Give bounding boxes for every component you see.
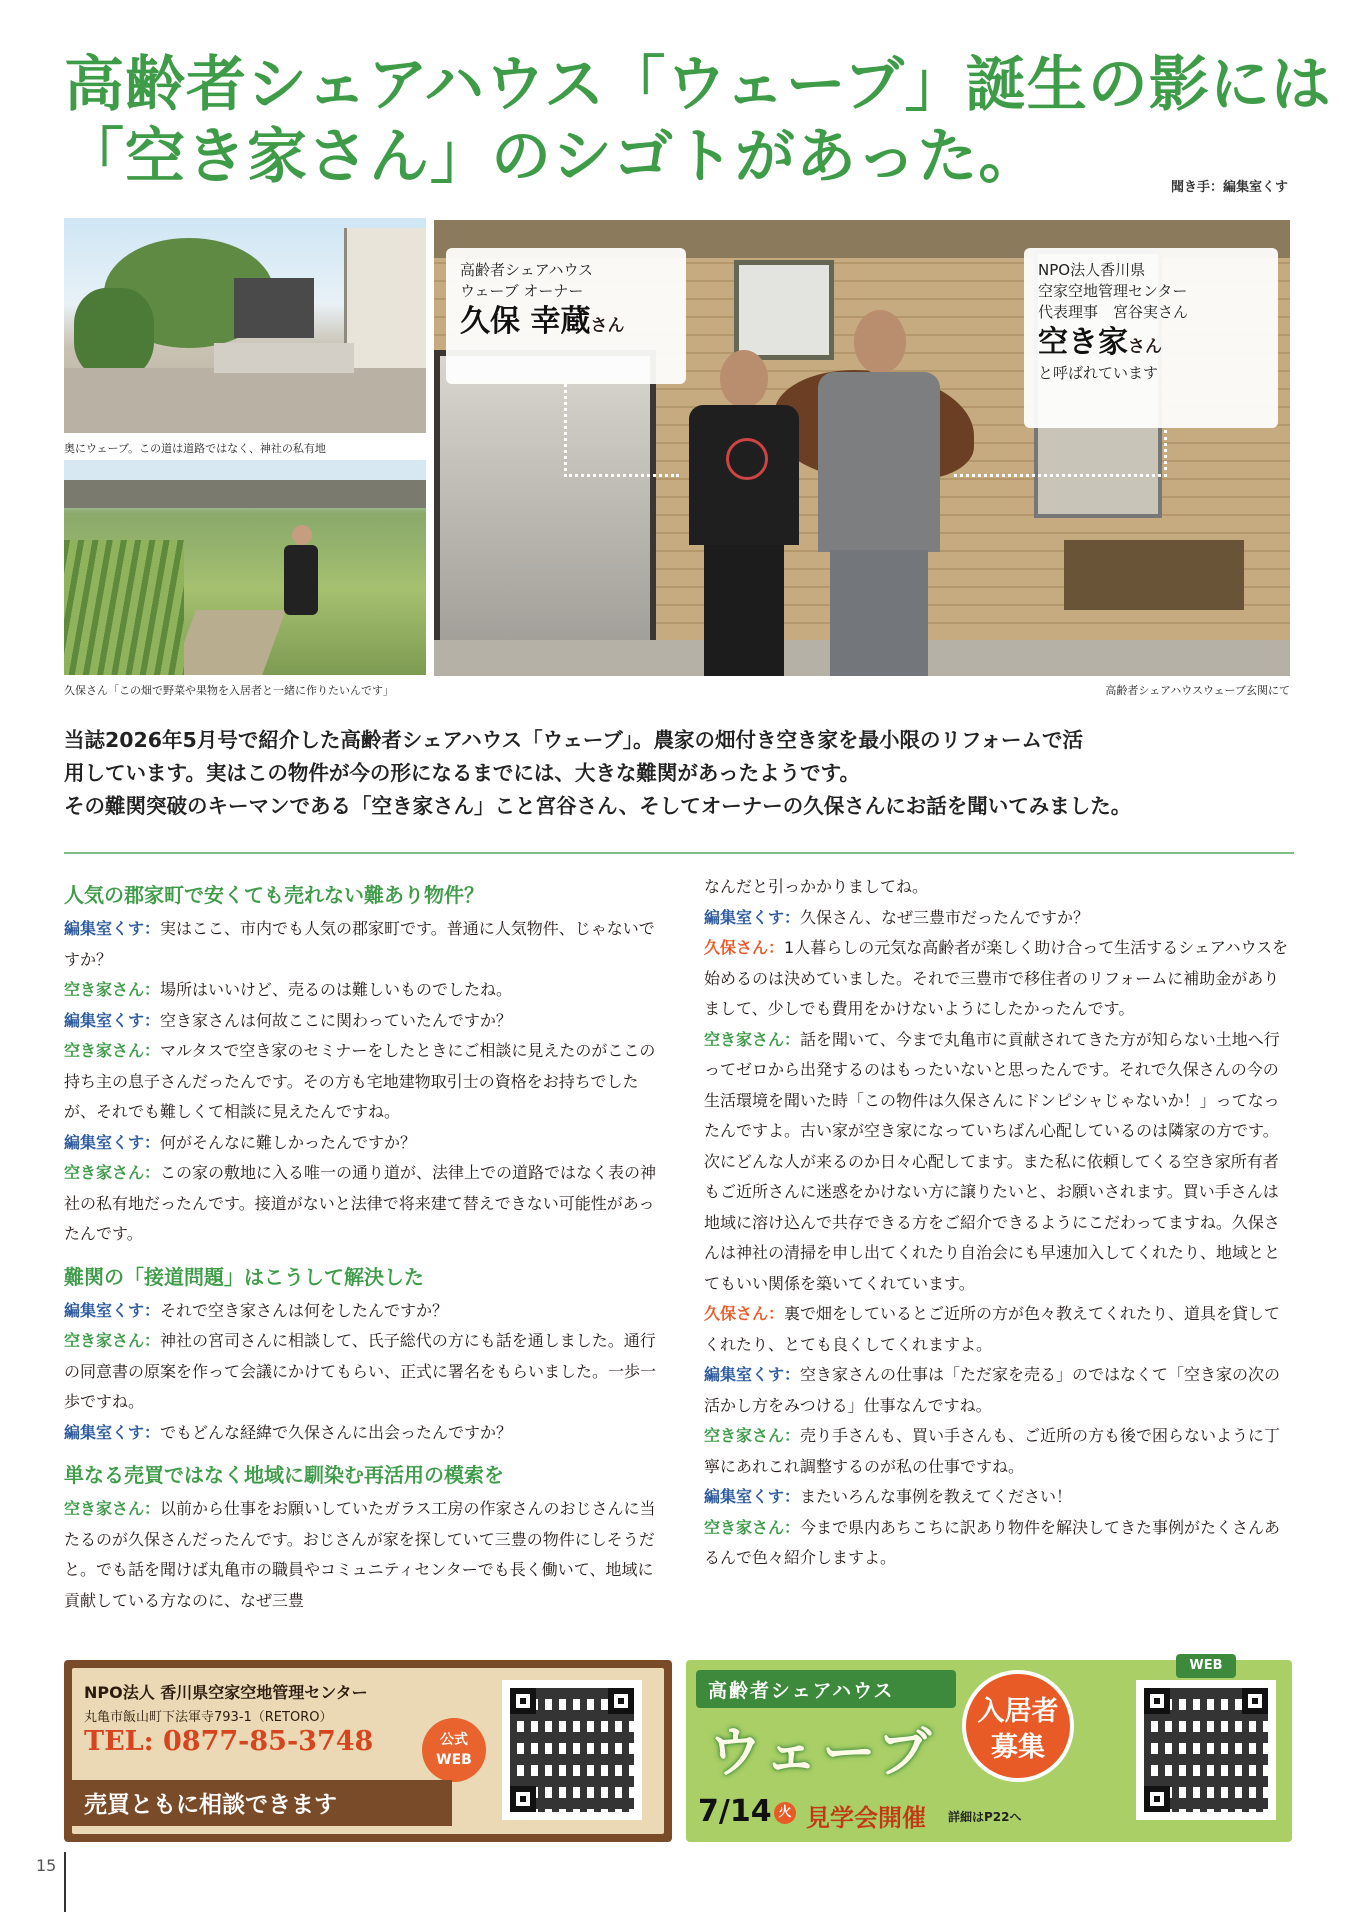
article-title-line1: 高齢者シェアハウス「ウェーブ」誕生の影には bbox=[64, 50, 1332, 120]
section-heading: 単なる売買ではなく地域に馴染む再活用の模索を bbox=[64, 1463, 504, 1487]
page-edge-rule bbox=[64, 1852, 66, 1912]
dialogue-line bbox=[704, 933, 1294, 1025]
ad-wave-web-tag: WEB bbox=[1176, 1654, 1236, 1678]
ad-npo-org: NPO法人 香川県空家空地管理センター bbox=[84, 1683, 368, 1702]
connector-right bbox=[954, 430, 1167, 477]
dialogue-text: 神社の宮司さんに相談して、氏子総代の方にも話を通しました。通行の同意書の原案を作って会議にかけてもらい、正式に署名をもらいました。一歩一歩ですね。 bbox=[64, 1331, 657, 1411]
dialogue-line bbox=[64, 1036, 664, 1128]
label-miyatani-line1: NPO法人香川県 bbox=[1038, 261, 1146, 279]
ad-npo-tel[interactable]: TEL: 0877-85-3748 bbox=[84, 1726, 374, 1757]
label-miyatani-suffix: さん bbox=[1128, 337, 1162, 357]
dialogue-text: 売り手さんも、買い手さんも、ご近所の方も後で困らないように丁寧にあれこれ調整するのが私の仕事ですね。 bbox=[704, 1426, 1281, 1476]
label-miyatani-line4: と呼ばれています bbox=[1038, 364, 1159, 382]
label-miyatani-line3: 代表理事 宮谷実さん bbox=[1038, 303, 1189, 321]
dialogue-line bbox=[704, 1360, 1294, 1421]
ad-wave-date: 7/14 bbox=[698, 1794, 772, 1829]
speaker: 空き家さん： bbox=[64, 1041, 161, 1060]
photo-entrance bbox=[434, 220, 1290, 676]
dialogue-line bbox=[704, 903, 1294, 934]
ad-wave-name: ウェーブ bbox=[708, 1720, 936, 1784]
divider bbox=[64, 852, 1294, 854]
dialogue-text: 以前から仕事をお願いしていたガラス工房の作家さんのおじさんに当たるのが久保さんだったんです。おじさんが家を探していて三豊の物件にしそうだと。でも話を聞けば丸亀市の職員やコミュニティセンターでも長く働いて、地域に貢献している方なのに、なぜ三豊 bbox=[64, 1499, 656, 1610]
lead-paragraph bbox=[64, 724, 1296, 823]
dialogue-line bbox=[64, 1418, 664, 1449]
speaker: 編集室くす： bbox=[64, 1010, 161, 1030]
dialogue-line bbox=[704, 1482, 1294, 1513]
left-column bbox=[64, 872, 664, 1616]
speaker: 編集室くす： bbox=[64, 1300, 161, 1320]
ad-wave bbox=[686, 1660, 1292, 1842]
speaker: 空き家さん： bbox=[64, 1331, 161, 1350]
photo-field-caption: 久保さん「この畑で野菜や果物を入居者と一緒に作りたいんです」 bbox=[64, 684, 394, 697]
speaker: 編集室くす： bbox=[64, 1422, 161, 1442]
label-kubo-suffix: さん bbox=[590, 316, 625, 336]
dialogue-line bbox=[64, 1006, 664, 1037]
dialogue-line bbox=[704, 1025, 1294, 1300]
photo-road-caption: 奥にウェーブ。この道は道路ではなく、神社の私有地 bbox=[64, 442, 326, 455]
ad-npo-web-badge[interactable]: 公式 WEB bbox=[422, 1718, 486, 1782]
label-kubo-line2: ウェーブ オーナー bbox=[460, 282, 584, 300]
photo-road bbox=[64, 218, 426, 433]
ad-npo-qr-code[interactable] bbox=[502, 1680, 642, 1820]
dialogue-line bbox=[704, 1299, 1294, 1360]
ad-wave-detail: 詳細はP22へ bbox=[948, 1810, 1022, 1824]
dialogue-text: 空き家さんは何故ここに関わっていたんですか？ bbox=[160, 1010, 512, 1030]
page-number: 15 bbox=[36, 1856, 57, 1875]
dialogue-text: 空き家さんの仕事は「ただ家を売る」のではなくて「空き家の次の活かし方をみつける」仕事なんですね。 bbox=[704, 1365, 1281, 1415]
dialogue-text: それで空き家さんは何をしたんですか？ bbox=[160, 1300, 449, 1320]
ad-wave-event: 見学会開催 bbox=[806, 1804, 926, 1832]
label-kubo bbox=[446, 248, 686, 384]
dialogue-text: またいろんな事例を教えてください！ bbox=[800, 1487, 1073, 1506]
dialogue-line bbox=[704, 872, 1294, 903]
speaker: 空き家さん： bbox=[64, 1499, 161, 1518]
dialogue-text: マルタスで空き家のセミナーをしたときにご相談に見えたのがここの持ち主の息子さんだったんです。その方も宅地建物取引士の資格をお持ちでしたが、それでも難しくて相談に見えたんですね。 bbox=[64, 1041, 656, 1121]
dialogue-text: 裏で畑をしているとご近所の方が色々教えてくれたり、道具を貸してくれたり、とても良くしてくれますよ。 bbox=[704, 1304, 1281, 1354]
label-miyatani-name: 空き家 bbox=[1038, 325, 1128, 360]
section-heading: 人気の郡家町で安くても売れない難あり物件？ bbox=[64, 883, 484, 907]
label-kubo-name: 久保 幸蔵 bbox=[460, 304, 591, 339]
speaker: 編集室くす： bbox=[64, 1132, 161, 1152]
speaker: 空き家さん： bbox=[704, 1426, 801, 1445]
ad-npo bbox=[64, 1660, 672, 1842]
dialogue-line bbox=[704, 1421, 1294, 1482]
speaker: 空き家さん： bbox=[64, 980, 161, 999]
speaker: 空き家さん： bbox=[704, 1517, 801, 1537]
dialogue-text: 1人暮らしの元気な高齢者が楽しく助け合って生活するシェアハウスを始めるのは決めていました。それで三豊市で移住者のリフォームに補助金がありまして、少しでも費用をかけないようにしたかったんです。 bbox=[704, 938, 1289, 1018]
dialogue-text: 久保さん、なぜ三豊市だったんですか？ bbox=[800, 907, 1089, 927]
lead-line: 当誌2026年5月号で紹介した高齢者シェアハウス「ウェーブ」。農家の畑付き空き家を最小限のリフォームで活 bbox=[64, 728, 1084, 752]
speaker: 編集室くす： bbox=[704, 907, 801, 927]
dialogue-text: 何がそんなに難しかったんですか？ bbox=[160, 1132, 417, 1152]
label-miyatani bbox=[1024, 248, 1278, 428]
dialogue-line bbox=[64, 1296, 664, 1327]
dialogue-text: なんだと引っかかりましてね。 bbox=[704, 877, 929, 896]
label-kubo-line1: 高齢者シェアハウス bbox=[460, 261, 594, 279]
speaker: 空き家さん： bbox=[64, 1163, 161, 1182]
section-heading: 難関の「接道問題」はこうして解決した bbox=[64, 1264, 424, 1289]
lead-line: 用しています。実はこの物件が今の形になるまでには、大きな難関があったようです。 bbox=[64, 761, 861, 785]
article-title-line2: 「空き家さん」のシゴトがあった。 bbox=[64, 122, 1040, 192]
speaker: 編集室くす： bbox=[704, 1487, 801, 1506]
dialogue-text: 話を聞いて、今まで丸亀市に貢献されてきた方が知らない土地へ行ってゼロから出発するのはもったいないと思ったんです。それで久保さんの今の生活環境を聞いた時「この物件は久保さんにドンピシャじゃないか！」ってなったんですよ。古い家が空き家になっていちばん心配しているのは隣家の方です。次にどんな人が来るのか日々心配してます。また私に依頼してくる空き家所有者もご近所さんに迷惑をかけない方に譲りたいと、お願いされます。買い手さんは地域に溶け込んで共存できる方をご紹介できるようにこだわってますね。久保さんは神社の清掃を申し出てくれたり自治会にも早速加入してくれたり、地域ととてもいい関係を築いてくれています。 bbox=[704, 1029, 1281, 1293]
ad-wave-qr-code[interactable] bbox=[1136, 1680, 1276, 1820]
interviewer-credit: 聞き手：編集室くす bbox=[1170, 180, 1288, 195]
ad-wave-day: 火 bbox=[774, 1802, 796, 1824]
dialogue-line bbox=[64, 914, 664, 975]
ad-wave-sub: 高齢者シェアハウス bbox=[708, 1680, 895, 1702]
dialogue-line bbox=[704, 1513, 1294, 1574]
ad-wave-recruit-badge: 入居者 募集 bbox=[962, 1670, 1074, 1782]
dialogue-text: 今まで県内あちこちに訳あり物件を解決してきた事例がたくさんあるんで色々紹介しますよ。 bbox=[704, 1517, 1281, 1567]
photo-field bbox=[64, 460, 426, 675]
dialogue-text: でもどんな経緯で久保さんに出会ったんですか？ bbox=[160, 1422, 513, 1442]
dialogue-line bbox=[64, 1158, 664, 1250]
ad-npo-address: 丸亀市飯山町下法軍寺793-1（RETORO） bbox=[84, 1710, 333, 1725]
connector-left bbox=[564, 384, 679, 477]
dialogue-line bbox=[64, 975, 664, 1006]
dialogue-line bbox=[64, 1494, 664, 1616]
dialogue-text: この家の敷地に入る唯一の通り道が、法律上での道路ではなく表の神社の私有地だったんです。接道がないと法律で将来建て替えできない可能性があったんです。 bbox=[64, 1163, 657, 1243]
speaker: 久保さん： bbox=[704, 938, 785, 957]
dialogue-line bbox=[64, 1128, 664, 1159]
dialogue-line bbox=[64, 1326, 664, 1418]
speaker: 久保さん： bbox=[704, 1304, 785, 1323]
lead-line: その難関突破のキーマンである「空き家さん」こと宮谷さん、そしてオーナーの久保さんにお話を聞いてみました。 bbox=[64, 794, 1132, 818]
dialogue-text: 実はここ、市内でも人気の郡家町です。普通に人気物件、じゃないですか？ bbox=[64, 919, 655, 969]
right-column bbox=[704, 872, 1294, 1574]
ad-npo-slogan: 売買ともに相談できます bbox=[84, 1792, 337, 1818]
speaker: 編集室くす： bbox=[704, 1365, 801, 1384]
photo-entrance-caption: 高齢者シェアハウスウェーブ玄関にて bbox=[1105, 684, 1290, 697]
speaker: 空き家さん： bbox=[704, 1029, 801, 1049]
label-miyatani-line2: 空家空地管理センター bbox=[1038, 282, 1188, 300]
person-kubo bbox=[684, 350, 804, 676]
person-miyatani bbox=[814, 310, 944, 676]
speaker: 編集室くす： bbox=[64, 919, 161, 938]
dialogue-text: 場所はいいけど、売るのは難しいものでしたね。 bbox=[160, 980, 513, 999]
